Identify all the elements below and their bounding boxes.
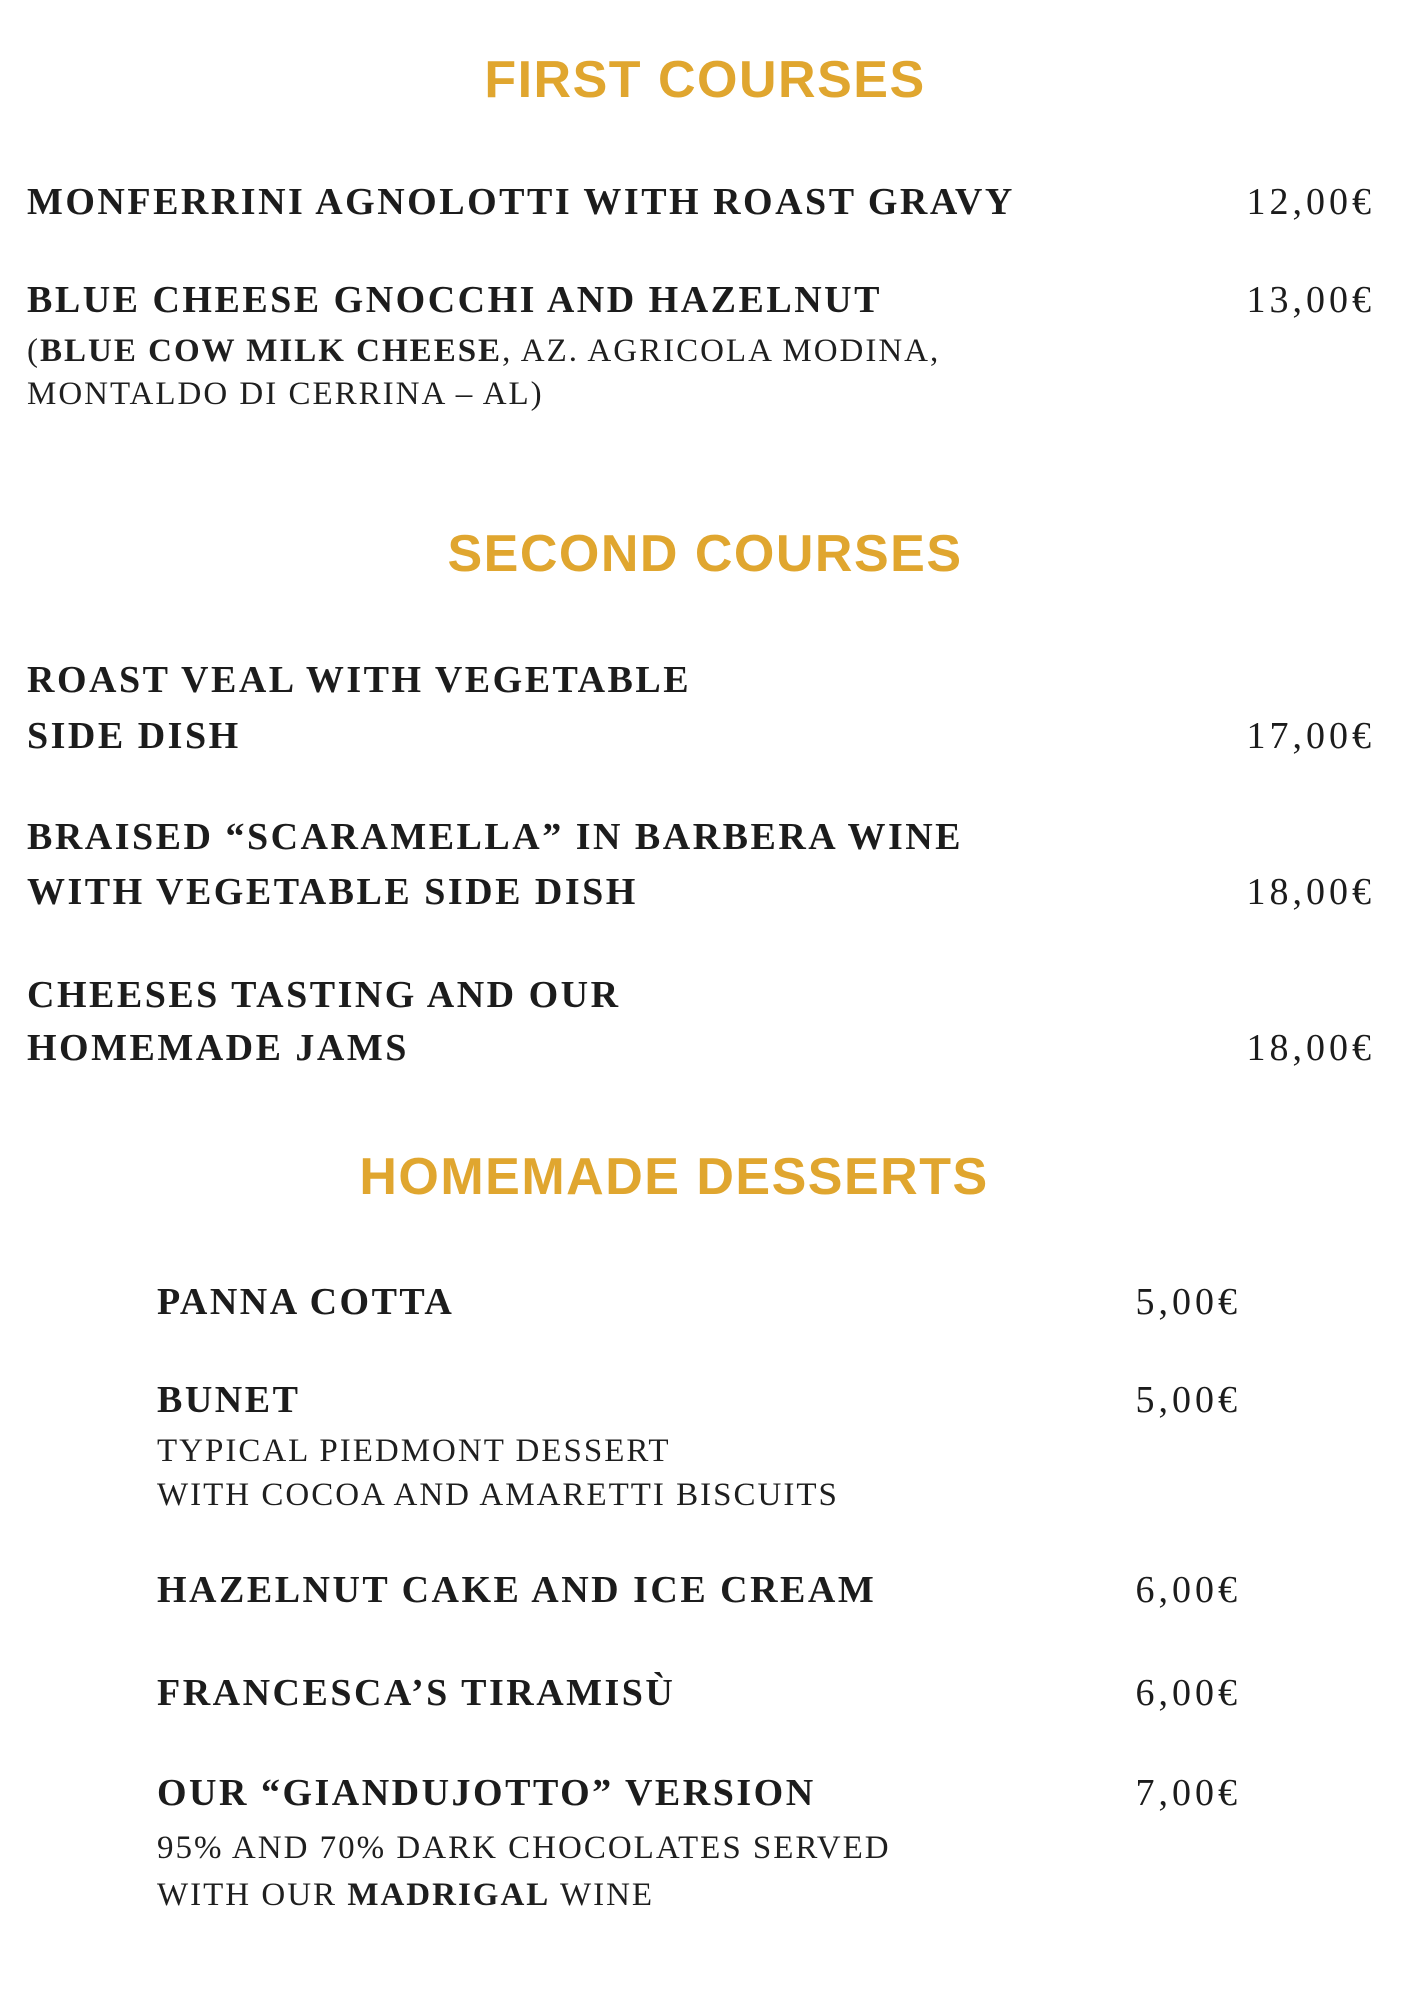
menu-item-price-panna-cotta: 5,00€ xyxy=(1135,1281,1241,1323)
menu-item-name-roast-veal-line2: SIDE DISH xyxy=(27,715,241,757)
menu-item-name-cheeses-tasting-line2: HOMEMADE JAMS xyxy=(27,1027,409,1069)
section-heading-homemade-desserts: HOMEMADE DESSERTS xyxy=(359,1148,989,1206)
menu-item-name-cheeses-tasting-line1: CHEESES TASTING AND OUR xyxy=(27,974,621,1016)
menu-item-name-blue-cheese-gnocchi: BLUE CHEESE GNOCCHI AND HAZELNUT xyxy=(27,279,882,321)
menu-item-name-roast-veal-line1: ROAST VEAL WITH VEGETABLE xyxy=(27,659,692,701)
menu-item-description-blue-cheese-line2: MONTALDO DI CERRINA – AL) xyxy=(27,376,544,412)
menu-item-name-francescas-tiramisu: FRANCESCA’S TIRAMISÙ xyxy=(157,1672,676,1714)
menu-item-name-monferrini-agnolotti: MONFERRINI AGNOLOTTI WITH ROAST GRAVY xyxy=(27,181,1015,223)
menu-item-description-bunet-line2: WITH COCOA AND AMARETTI BISCUITS xyxy=(157,1477,839,1513)
menu-item-name-braised-scaramella-line1: BRAISED “SCARAMELLA” IN BARBERA WINE xyxy=(27,816,964,858)
menu-item-price-francescas-tiramisu: 6,00€ xyxy=(1135,1672,1241,1714)
menu-item-name-panna-cotta: PANNA COTTA xyxy=(157,1281,455,1323)
section-heading-second-courses: SECOND COURSES xyxy=(447,525,963,583)
menu-item-price-giandujotto: 7,00€ xyxy=(1135,1772,1241,1814)
menu-item-description-giandujotto-line1: 95% AND 70% DARK CHOCOLATES SERVED xyxy=(157,1830,891,1866)
menu-item-name-bunet: BUNET xyxy=(157,1379,301,1421)
menu-item-description-bunet-line1: TYPICAL PIEDMONT DESSERT xyxy=(157,1433,671,1469)
menu-item-price-braised-scaramella: 18,00€ xyxy=(1246,871,1375,913)
menu-item-price-hazelnut-cake: 6,00€ xyxy=(1135,1569,1241,1611)
description-wine-bold: MADRIGAL xyxy=(347,1877,551,1913)
menu-item-price-blue-cheese-gnocchi: 13,00€ xyxy=(1246,279,1375,321)
menu-item-name-braised-scaramella-line2: WITH VEGETABLE SIDE DISH xyxy=(27,871,638,913)
menu-item-name-giandujotto: OUR “GIANDUJOTTO” VERSION xyxy=(157,1772,816,1814)
menu-item-description-giandujotto-line2 xyxy=(157,1879,654,1912)
description-producer-bold: BLUE COW MILK CHEESE xyxy=(40,333,503,369)
description-wine-post: WINE xyxy=(550,1877,655,1913)
menu-item-price-roast-veal: 17,00€ xyxy=(1246,715,1375,757)
menu-item-price-cheeses-tasting: 18,00€ xyxy=(1246,1027,1375,1069)
menu-item-name-hazelnut-cake: HAZELNUT CAKE AND ICE CREAM xyxy=(157,1569,877,1611)
menu-item-price-bunet: 5,00€ xyxy=(1135,1379,1241,1421)
menu-item-price-monferrini-agnolotti: 12,00€ xyxy=(1246,181,1375,223)
section-heading-first-courses: FIRST COURSES xyxy=(484,51,926,109)
description-producer-rest: , AZ. AGRICOLA MODINA, xyxy=(502,333,941,369)
description-paren: ( xyxy=(27,333,40,369)
description-wine-pre: WITH OUR xyxy=(157,1877,348,1913)
menu-item-description-blue-cheese-line1 xyxy=(27,335,940,368)
